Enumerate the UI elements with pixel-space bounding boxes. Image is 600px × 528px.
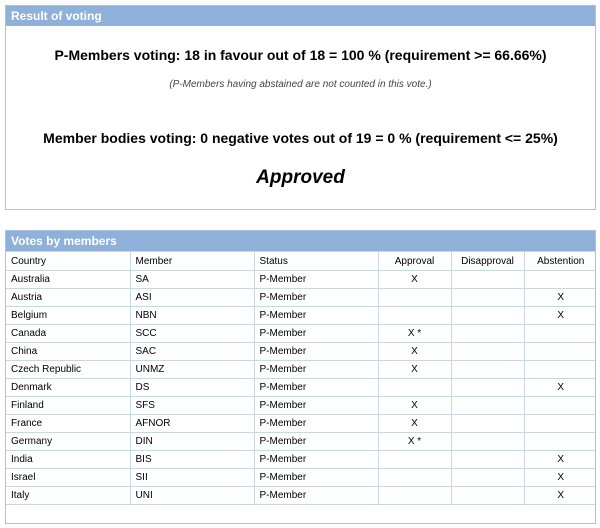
cell-disapproval <box>451 271 524 289</box>
member-bodies-voting-summary: Member bodies voting: 0 negative votes out of 19 = 0 % (requirement <= 25%) <box>43 130 558 146</box>
cell-country: Canada <box>6 325 130 343</box>
cell-country: China <box>6 343 130 361</box>
cell-status: P-Member <box>254 451 378 469</box>
cell-member: SCC <box>130 325 254 343</box>
cell-member: SFS <box>130 397 254 415</box>
cell-status: P-Member <box>254 487 378 505</box>
column-header-country: Country <box>6 252 130 271</box>
cell-country: Italy <box>6 487 130 505</box>
table-row <box>6 451 596 469</box>
column-header-member: Member <box>130 252 254 271</box>
cell-approval <box>378 451 451 469</box>
cell-member: AFNOR <box>130 415 254 433</box>
cell-country: France <box>6 415 130 433</box>
cell-member: ASI <box>130 289 254 307</box>
cell-abstention <box>524 397 596 415</box>
cell-approval: X * <box>378 433 451 451</box>
cell-country: Denmark <box>6 379 130 397</box>
cell-disapproval <box>451 289 524 307</box>
p-members-voting-summary: P-Members voting: 18 in favour out of 18 = 100 % (requirement >= 66.66%) <box>54 47 547 63</box>
cell-country: Germany <box>6 433 130 451</box>
cell-disapproval <box>451 415 524 433</box>
cell-approval <box>378 289 451 307</box>
cell-abstention <box>524 433 596 451</box>
cell-approval <box>378 487 451 505</box>
table-row <box>6 289 596 307</box>
cell-status: P-Member <box>254 271 378 289</box>
table-row <box>6 415 596 433</box>
cell-status: P-Member <box>254 433 378 451</box>
cell-abstention: X <box>524 307 596 325</box>
cell-abstention <box>524 415 596 433</box>
cell-member: DIN <box>130 433 254 451</box>
cell-disapproval <box>451 433 524 451</box>
cell-member: SII <box>130 469 254 487</box>
cell-disapproval <box>451 487 524 505</box>
cell-member: BIS <box>130 451 254 469</box>
cell-abstention: X <box>524 379 596 397</box>
cell-disapproval <box>451 361 524 379</box>
cell-disapproval <box>451 451 524 469</box>
cell-disapproval <box>451 343 524 361</box>
cell-country: India <box>6 451 130 469</box>
cell-abstention <box>524 361 596 379</box>
cell-status: P-Member <box>254 397 378 415</box>
cell-disapproval <box>451 325 524 343</box>
cell-approval: X <box>378 415 451 433</box>
cell-status: P-Member <box>254 307 378 325</box>
votes-table-header-row <box>6 252 596 271</box>
cell-abstention: X <box>524 487 596 505</box>
cell-disapproval <box>451 379 524 397</box>
cell-approval: X <box>378 361 451 379</box>
cell-approval: X <box>378 271 451 289</box>
column-header-approval: Approval <box>378 252 451 271</box>
cell-status: P-Member <box>254 469 378 487</box>
table-row <box>6 433 596 451</box>
cell-approval: X <box>378 343 451 361</box>
result-of-voting-header: Result of voting <box>6 6 595 26</box>
table-row <box>6 379 596 397</box>
cell-member: SAC <box>130 343 254 361</box>
abstention-note: (P-Members having abstained are not counted in this vote.) <box>169 79 432 90</box>
cell-country: Finland <box>6 397 130 415</box>
table-row <box>6 271 596 289</box>
cell-abstention <box>524 325 596 343</box>
vote-outcome: Approved <box>256 167 345 188</box>
votes-by-members-header: Votes by members <box>6 231 595 251</box>
cell-abstention: X <box>524 451 596 469</box>
column-header-abstention: Abstention <box>524 252 596 271</box>
table-row <box>6 325 596 343</box>
cell-status: P-Member <box>254 361 378 379</box>
cell-abstention <box>524 271 596 289</box>
cell-member: DS <box>130 379 254 397</box>
cell-member: NBN <box>130 307 254 325</box>
table-row <box>6 361 596 379</box>
cell-approval: X * <box>378 325 451 343</box>
column-header-status: Status <box>254 252 378 271</box>
cell-country: Belgium <box>6 307 130 325</box>
cell-abstention: X <box>524 469 596 487</box>
cell-member: UNMZ <box>130 361 254 379</box>
cell-approval: X <box>378 397 451 415</box>
cell-abstention <box>524 343 596 361</box>
cell-approval <box>378 469 451 487</box>
table-row <box>6 397 596 415</box>
table-row <box>6 487 596 505</box>
votes-by-members-panel <box>5 230 596 524</box>
cell-country: Czech Republic <box>6 361 130 379</box>
cell-status: P-Member <box>254 325 378 343</box>
cell-disapproval <box>451 307 524 325</box>
cell-approval <box>378 307 451 325</box>
cell-approval <box>378 379 451 397</box>
cell-member: UNI <box>130 487 254 505</box>
cell-status: P-Member <box>254 343 378 361</box>
cell-status: P-Member <box>254 415 378 433</box>
cell-status: P-Member <box>254 379 378 397</box>
cell-country: Australia <box>6 271 130 289</box>
cell-status: P-Member <box>254 289 378 307</box>
table-row <box>6 343 596 361</box>
column-header-disapproval: Disapproval <box>451 252 524 271</box>
result-of-voting-panel <box>5 5 596 210</box>
cell-disapproval <box>451 397 524 415</box>
cell-country: Israel <box>6 469 130 487</box>
table-row <box>6 469 596 487</box>
votes-table <box>6 251 596 505</box>
cell-country: Austria <box>6 289 130 307</box>
cell-member: SA <box>130 271 254 289</box>
cell-disapproval <box>451 469 524 487</box>
table-row <box>6 307 596 325</box>
cell-abstention: X <box>524 289 596 307</box>
